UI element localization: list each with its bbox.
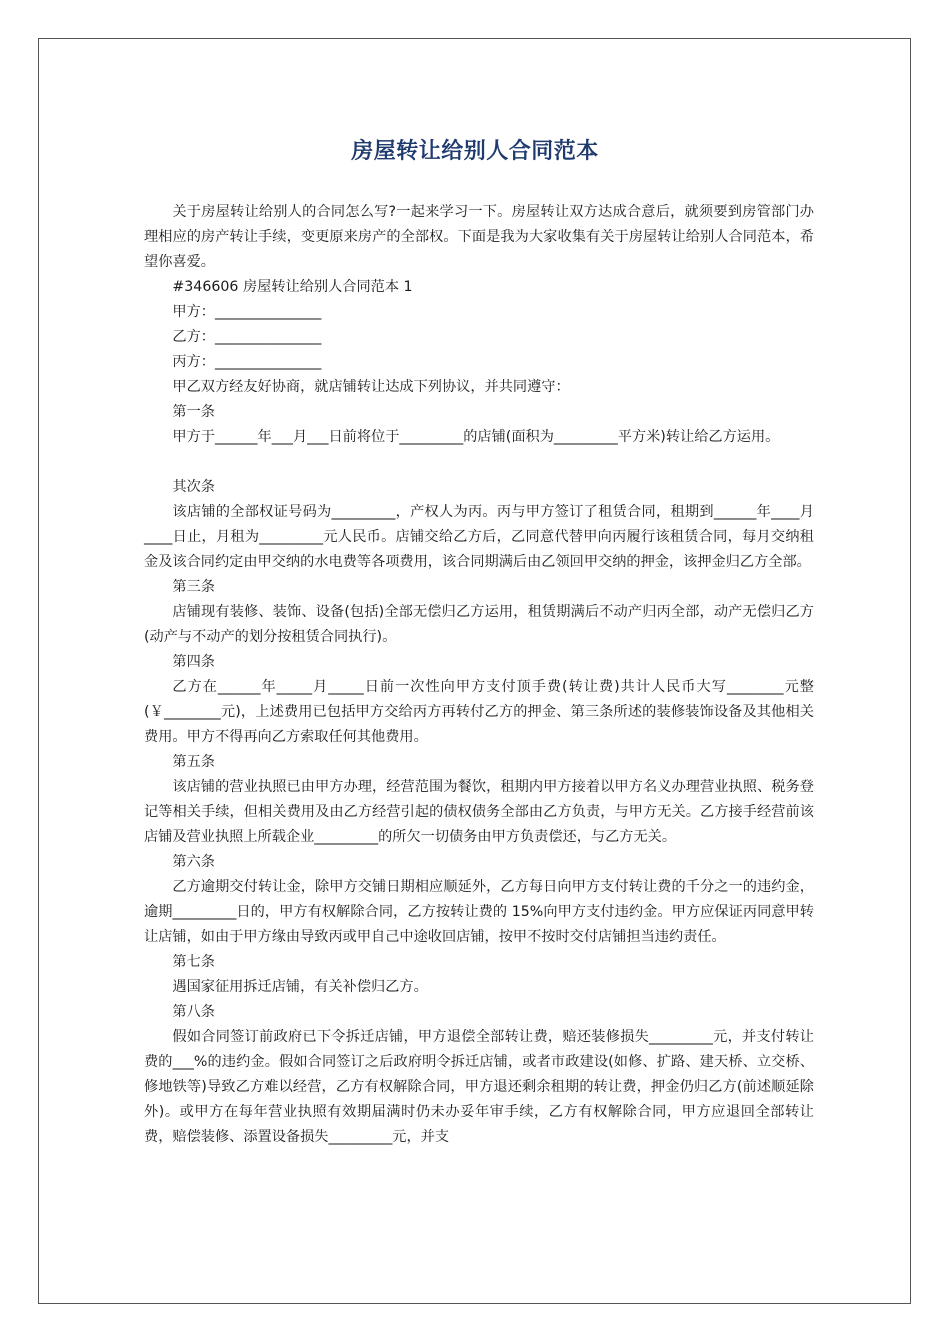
article-text: 遇国家征用拆迁店铺，有关补偿归乙方。 xyxy=(172,979,428,995)
article-text: 店铺现有装修、装饰、设备(包括)全部无偿归乙方运用，租赁期满后不动产归丙全部，动产无偿归乙方(动产与不动产的划分按租赁合同执行)。 xyxy=(144,604,814,645)
article-text: 该店铺的全部权证号码为_________，产权人为丙。丙与甲方签订了租赁合同，租期到______年____月____日止，月租为_________元人民币。店铺交给乙方后，乙同意代替甲向丙履行该租赁合同，每月交纳租金及该合同约定由甲交纳的水电费等各项费用，该合同期满后由乙领回甲交纳的押金，该押金归乙方全部。 xyxy=(144,504,814,570)
article-text: 甲方于______年___月___日前将位于_________的店铺(面积为_________平方米)转让给乙方运用。 xyxy=(172,429,780,445)
article-heading: 第一条 xyxy=(172,404,215,420)
article-heading: 第三条 xyxy=(172,579,215,595)
intro-paragraph: 关于房屋转让给别人的合同怎么写?一起来学习一下。房屋转让双方达成合意后，就须要到房管部门办理相应的房产转让手续，变更原来房产的全部权。下面是我为大家收集有关于房屋转让给别人合同范本，希望你喜爱。 xyxy=(144,204,814,270)
party-a-line: 甲方：_______________ xyxy=(172,304,322,320)
article-text: 乙方逾期交付转让金，除甲方交铺日期相应顺延外，乙方每日向甲方支付转让费的千分之一的违约金，逾期_________日的，甲方有权解除合同，乙方按转让费的 15%向甲方支付违约金。甲方应保证丙同意甲转让店铺，如由于甲方缘由导致丙或甲自己中途收回店铺，按甲不按时交付店铺担当违约责任。 xyxy=(144,879,814,945)
article-text: 该店铺的营业执照已由甲方办理，经营范围为餐饮，租期内甲方接着以甲方名义办理营业执照、税务登记等相关手续，但相关费用及由乙方经营引起的债权债务全部由乙方负责，与甲方无关。乙方接手经营前该店铺及营业执照上所载企业_________的所欠一切债务由甲方负责偿还，与乙方无关。 xyxy=(144,779,814,845)
article-heading: 第五条 xyxy=(172,754,215,770)
party-c-line: 丙方：_______________ xyxy=(172,354,322,370)
agreement-preamble: 甲乙双方经友好协商，就店铺转让达成下列协议，并共同遵守： xyxy=(172,379,570,395)
article-heading: 第八条 xyxy=(172,1004,215,1020)
article-heading: 第四条 xyxy=(172,654,215,670)
article-heading: 其次条 xyxy=(172,479,215,495)
contract-heading: #346606 房屋转让给别人合同范本 1 xyxy=(172,279,413,295)
document-body xyxy=(144,200,814,1150)
document-title: 房屋转让给别人合同范本 xyxy=(351,139,599,164)
article-heading: 第七条 xyxy=(172,954,215,970)
article-text: 假如合同签订前政府已下令拆迁店铺，甲方退偿全部转让费，赔还装修损失_________元，并支付转让费的___%的违约金。假如合同签订之后政府明令拆迁店铺，或者市政建设(如修、扩路、建天桥、立交桥、修地铁等)导致乙方难以经营，乙方有权解除合同，甲方退还剩余租期的转让费，押金仍归乙方(前述顺延除外)。或甲方在每年营业执照有效期届满时仍未办妥年审手续，乙方有权解除合同，甲方应退回全部转让费，赔偿装修、添置设备损失_________元，并支 xyxy=(144,1029,814,1145)
party-b-line: 乙方：_______________ xyxy=(172,329,322,345)
article-heading: 第六条 xyxy=(172,854,215,870)
article-text: 乙方在______年_____月_____日前一次性向甲方支付顶手费(转让费)共计人民币大写________元整(￥________元)，上述费用已包括甲方交给丙方再转付乙方的押金、第三条所述的装修装饰设备及其他相关费用。甲方不得再向乙方索取任何其他费用。 xyxy=(144,679,814,745)
